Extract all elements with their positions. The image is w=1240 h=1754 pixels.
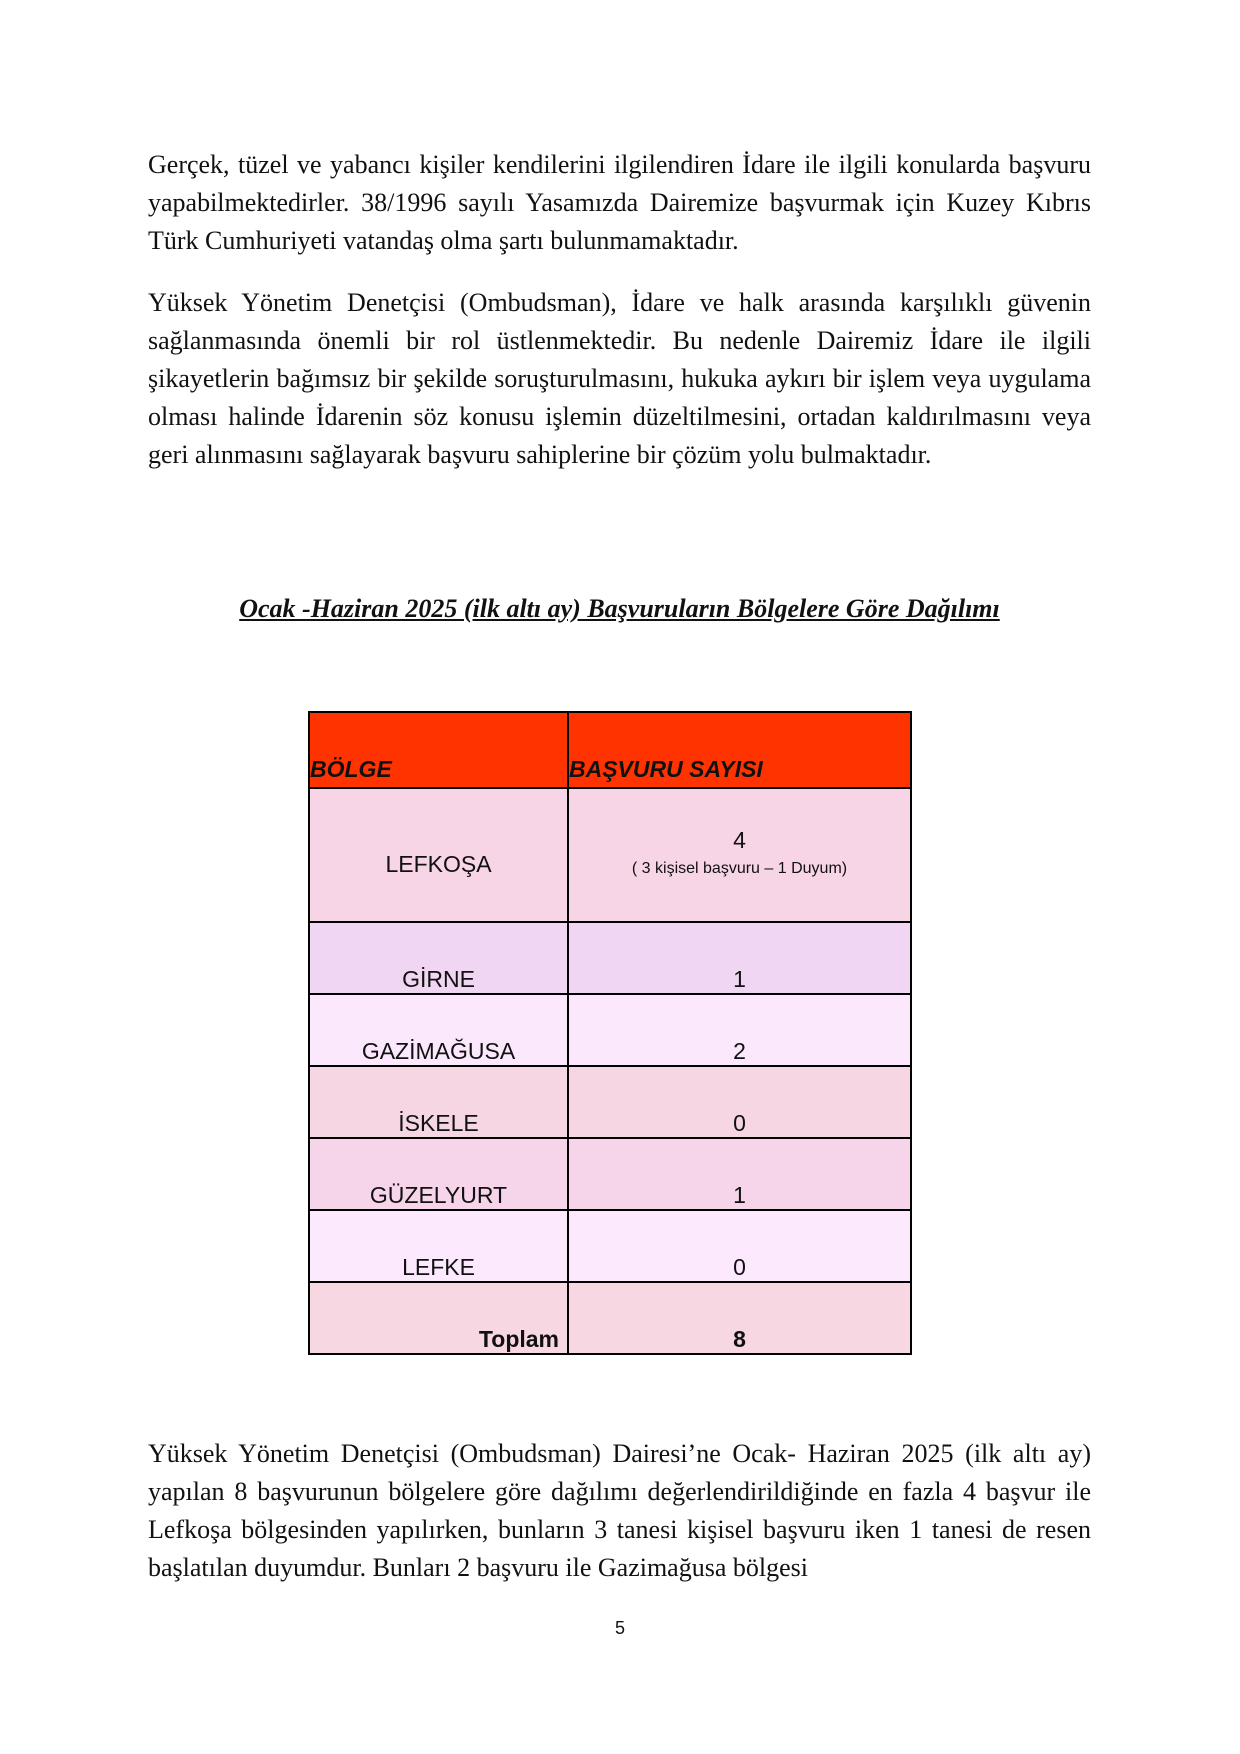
count-cell: 0 [568,1210,911,1282]
table-row [309,1210,911,1282]
header-count: BAŞVURU SAYISI [568,712,911,788]
table-header-row [309,712,911,788]
table-row [309,1066,911,1138]
role-paragraph: Yüksek Yönetim Denetçisi (Ombudsman), İdare ve halk arasında karşılıklı güvenin sağlanmasında önemli bir rol üstlenmektedir. Bu nedenle Dairemiz İdare ile ilgili şikayetlerin bağımsız bir şekilde soruşturulmasını, hukuka aykırı bir işlem veya uygulama olması halinde İdarenin söz konusu işlemin düzeltilmesini, ortadan kaldırılmasını veya geri alınmasını sağlayarak başvuru sahiplerine bir çözüm yolu bulmaktadır. [148,288,1091,469]
summary-paragraph: Yüksek Yönetim Denetçisi (Ombudsman) Dairesi’ne Ocak- Haziran 2025 (ilk altı ay) yapılan 8 başvurunun bölgelere göre dağılımı değerlendirildiğinde en fazla 4 başvur ile Lefkoşa bölgesinden yapılırken, bunların 3 tanesi kişisel başvuru iken 1 tanesi de resen başlatılan duyumdur. Bunları 2 başvuru ile Gazimağusa bölgesi [148,1439,1091,1582]
region-cell: LEFKOŞA [309,788,568,922]
table-title: Ocak -Haziran 2025 (ilk altı ay) Başvuruların Bölgelere Göre Dağılımı [239,594,1000,623]
count-value: 4 [733,827,746,853]
header-region: BÖLGE [309,712,568,788]
count-cell: 1 [568,1138,911,1210]
count-cell: 0 [568,1066,911,1138]
page-number: 5 [614,1618,625,1638]
table-total-row [309,1282,911,1354]
count-cell: 1 [568,922,911,994]
count-note: ( 3 kişisel başvuru – 1 Duyum) [631,860,848,877]
regional-distribution-table [308,711,912,1355]
total-count: 8 [568,1282,911,1354]
region-cell: GÜZELYURT [309,1138,568,1210]
table-row [309,1138,911,1210]
region-cell: GİRNE [309,922,568,994]
total-label: Toplam [309,1282,568,1354]
table-row [309,922,911,994]
table-row [309,994,911,1066]
count-cell: 2 [568,994,911,1066]
region-cell: İSKELE [309,1066,568,1138]
region-cell: GAZİMAĞUSA [309,994,568,1066]
count-cell [568,788,911,922]
intro-paragraph: Gerçek, tüzel ve yabancı kişiler kendilerini ilgilendiren İdare ile ilgili konularda başvuru yapabilmektedirler. 38/1996 sayılı Yasamızda Dairemize başvurmak için Kuzey Kıbrıs Türk Cumhuriyeti vatandaş olma şartı bulunmamaktadır. [148,150,1091,255]
region-cell: LEFKE [309,1210,568,1282]
table-row [309,788,911,922]
